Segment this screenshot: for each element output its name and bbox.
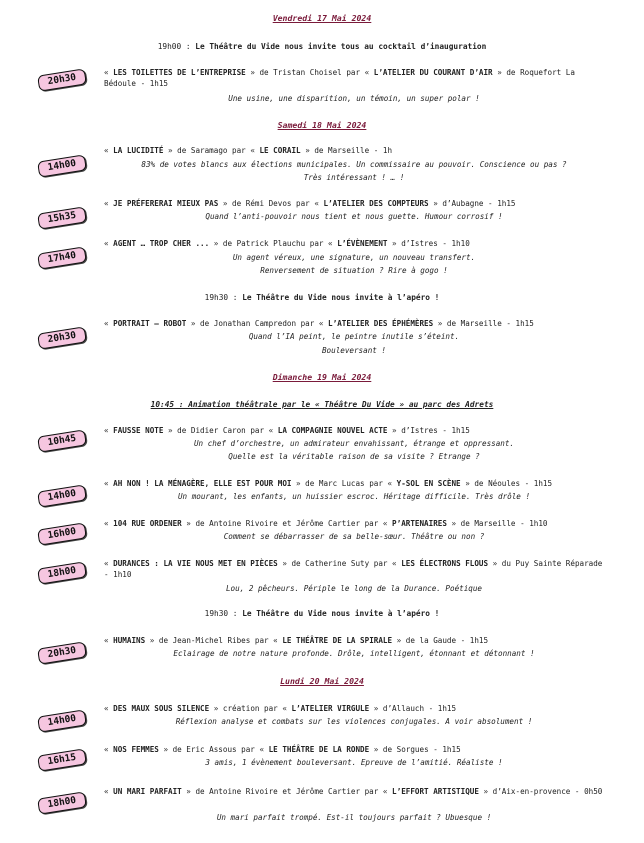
show-description: Un chef d’orchestre, un admirateur envahissant, étrange et oppressant. <box>193 439 515 448</box>
troupe-name: L’ATELIER DES COMPTEURS <box>323 199 429 208</box>
day-header-friday: Vendredi 17 Mai 2024 <box>272 13 372 23</box>
time-badge: 14h00 <box>37 709 87 732</box>
time-badge: 10h45 <box>37 429 87 452</box>
show-entry: « FAUSSE NOTE » de Didier Caron par « LA COMPAGNIE NOUVEL ACTE » d’Istres - 1h15 <box>104 426 470 435</box>
show-title: AH NON ! LA MÉNAGÈRE, ELLE EST POUR MOI <box>113 479 292 488</box>
show-description: 3 amis, 1 évènement bouleversant. Epreuve de l’amitié. Réaliste ! <box>205 758 503 767</box>
troupe-name: L’ATELIER VIRGULE <box>291 704 370 713</box>
animation-note: 10:45 : Animation théâtrale par le « Théâtre Du Vide » au parc des Adrets <box>150 400 494 409</box>
apero-note-saturday: 19h30 : Le Théâtre du Vide nous invite à l’apéro ! <box>204 293 440 302</box>
time-badge: 16h00 <box>37 522 87 545</box>
troupe-name: LE THÉÂTRE DE LA RONDE <box>268 745 370 754</box>
show-title: 104 RUE ORDENER <box>113 519 182 528</box>
show-description: Quelle est la véritable raison de sa visite ? Etrange ? <box>228 452 480 461</box>
show-entry: « AH NON ! LA MÉNAGÈRE, ELLE EST POUR MOI » de Marc Lucas par « Y-SOL EN SCÈNE » de Néoules - 1h15 <box>104 479 553 488</box>
time-badge: 20h30 <box>37 68 87 91</box>
show-description: Très intéressant ! … ! <box>303 173 405 182</box>
day-header-monday: Lundi 20 Mai 2024 <box>280 676 364 686</box>
show-description: Bouleversant ! <box>321 346 386 355</box>
time-badge: 15h35 <box>37 206 87 229</box>
troupe-name: L’ÉVÈNEMENT <box>337 239 388 248</box>
show-description: Un mari parfait trompé. Est-il toujours parfait ? Ubuesque ! <box>216 813 492 822</box>
show-title: FAUSSE NOTE <box>113 426 164 435</box>
time-badge: 14h00 <box>37 154 87 177</box>
show-description: Un agent véreux, une signature, un nouveau transfert. <box>232 253 476 262</box>
troupe-name: L’ATELIER DES ÉPHÉMÈRES <box>328 319 434 328</box>
time-badge: 16h15 <box>37 748 87 771</box>
show-description: Renversement de situation ? Rire à gogo ! <box>260 266 448 275</box>
time-badge: 14h00 <box>37 484 87 507</box>
show-entry: « DURANCES : LA VIE NOUS MET EN PIÈCES » de Catherine Suty par « LES ÉLECTRONS FLOUS » du Puy Sainte Réparade - 1h10 <box>104 559 603 579</box>
show-entry: « UN MARI PARFAIT » de Antoine Rivoire et Jérôme Cartier par « L’EFFORT ARTISTIQUE » d’Aix-en-provence - 0h50 <box>104 787 603 796</box>
show-description: Comment se débarrasser de sa belle-sœur. Théâtre ou non ? <box>223 532 485 541</box>
show-entry: « LA LUCIDITÉ » de Saramago par « LE CORAIL » de Marseille - 1h <box>104 146 393 155</box>
troupe-name: LE THÉÂTRE DE LA SPIRALE <box>282 636 393 645</box>
show-title: AGENT … TROP CHER ... <box>113 239 210 248</box>
show-title: HUMAINS <box>113 636 146 645</box>
troupe-name: P’ARTENAIRES <box>392 519 447 528</box>
show-entry: « JE PRÉFERERAI MIEUX PAS » de Rémi Devos par « L’ATELIER DES COMPTEURS » d’Aubagne - 1h15 <box>104 199 516 208</box>
day-header-saturday: Samedi 18 Mai 2024 <box>277 120 367 130</box>
show-description: Réflexion analyse et combats sur les violences conjugales. A voir absolument ! <box>175 717 533 726</box>
show-description: Eclairage de notre nature profonde. Drôle, intelligent, étonnant et détonnant ! <box>173 649 535 658</box>
show-title: DURANCES : LA VIE NOUS MET EN PIÈCES <box>113 559 278 568</box>
time-badge: 18h00 <box>37 561 87 584</box>
show-entry: « LES TOILETTES DE L’ENTREPRISE » de Tristan Choisel par « L’ATELIER DU COURANT D’AIR » de Roquefort La Bédoule - 1h15 <box>104 68 575 88</box>
troupe-name: LE CORAIL <box>259 146 301 155</box>
day-header-sunday: Dimanche 19 Mai 2024 <box>272 372 372 382</box>
show-title: DES MAUX SOUS SILENCE <box>113 704 210 713</box>
show-description: 83% de votes blancs aux élections municipales. Un commissaire au pouvoir. Conscience ou pas ? <box>141 160 567 169</box>
show-title: LES TOILETTES DE L’ENTREPRISE <box>113 68 246 77</box>
show-entry: « PORTRAIT – ROBOT » de Jonathan Campredon par « L’ATELIER DES ÉPHÉMÈRES » de Marseille - 1h15 <box>104 319 534 328</box>
show-description: Lou, 2 pêcheurs. Périple le long de la Durance. Poétique <box>225 584 483 593</box>
show-description: Un mourant, les enfants, un huissier escroc. Héritage difficile. Très drôle ! <box>177 492 531 501</box>
inauguration-note: 19h00 : Le Théâtre du Vide nous invite tous au cocktail d’inauguration <box>157 42 487 51</box>
apero-note-sunday: 19h30 : Le Théâtre du Vide nous invite à l’apéro ! <box>204 609 440 618</box>
time-badge: 17h40 <box>37 246 87 269</box>
show-title: LA LUCIDITÉ <box>113 146 164 155</box>
time-badge: 20h30 <box>37 326 87 349</box>
show-description: Une usine, une disparition, un témoin, un super polar ! <box>228 94 480 103</box>
time-badge: 20h30 <box>37 641 87 664</box>
show-description: Quand l’anti-pouvoir nous tient et nous guette. Humour corrosif ! <box>205 212 503 221</box>
show-entry: « HUMAINS » de Jean-Michel Ribes par « LE THÉÂTRE DE LA SPIRALE » de la Gaude - 1h15 <box>104 636 489 645</box>
time-badge: 18h00 <box>37 791 87 814</box>
show-title: JE PRÉFERERAI MIEUX PAS <box>113 199 219 208</box>
show-entry: « DES MAUX SOUS SILENCE » création par « L’ATELIER VIRGULE » d’Allauch - 1h15 <box>104 704 457 713</box>
show-entry: « 104 RUE ORDENER » de Antoine Rivoire et Jérôme Cartier par « P’ARTENAIRES » de Marseille - 1h10 <box>104 519 548 528</box>
troupe-name: LES ÉLECTRONS FLOUS <box>401 559 489 568</box>
show-title: PORTRAIT – ROBOT <box>113 319 187 328</box>
show-entry: « AGENT … TROP CHER ... » de Patrick Plauchu par « L’ÉVÈNEMENT » d’Istres - 1h10 <box>104 239 470 248</box>
troupe-name: L’ATELIER DU COURANT D’AIR <box>373 68 493 77</box>
show-title: UN MARI PARFAIT <box>113 787 182 796</box>
show-description: Quand l’IA peint, le peintre inutile s’éteint. <box>248 332 460 341</box>
troupe-name: Y-SOL EN SCÈNE <box>396 479 461 488</box>
show-title: NOS FEMMES <box>113 745 159 754</box>
show-entry: « NOS FEMMES » de Eric Assous par « LE THÉÂTRE DE LA RONDE » de Sorgues - 1h15 <box>104 745 461 754</box>
troupe-name: L’EFFORT ARTISTIQUE <box>392 787 479 796</box>
troupe-name: LA COMPAGNIE NOUVEL ACTE <box>277 426 388 435</box>
